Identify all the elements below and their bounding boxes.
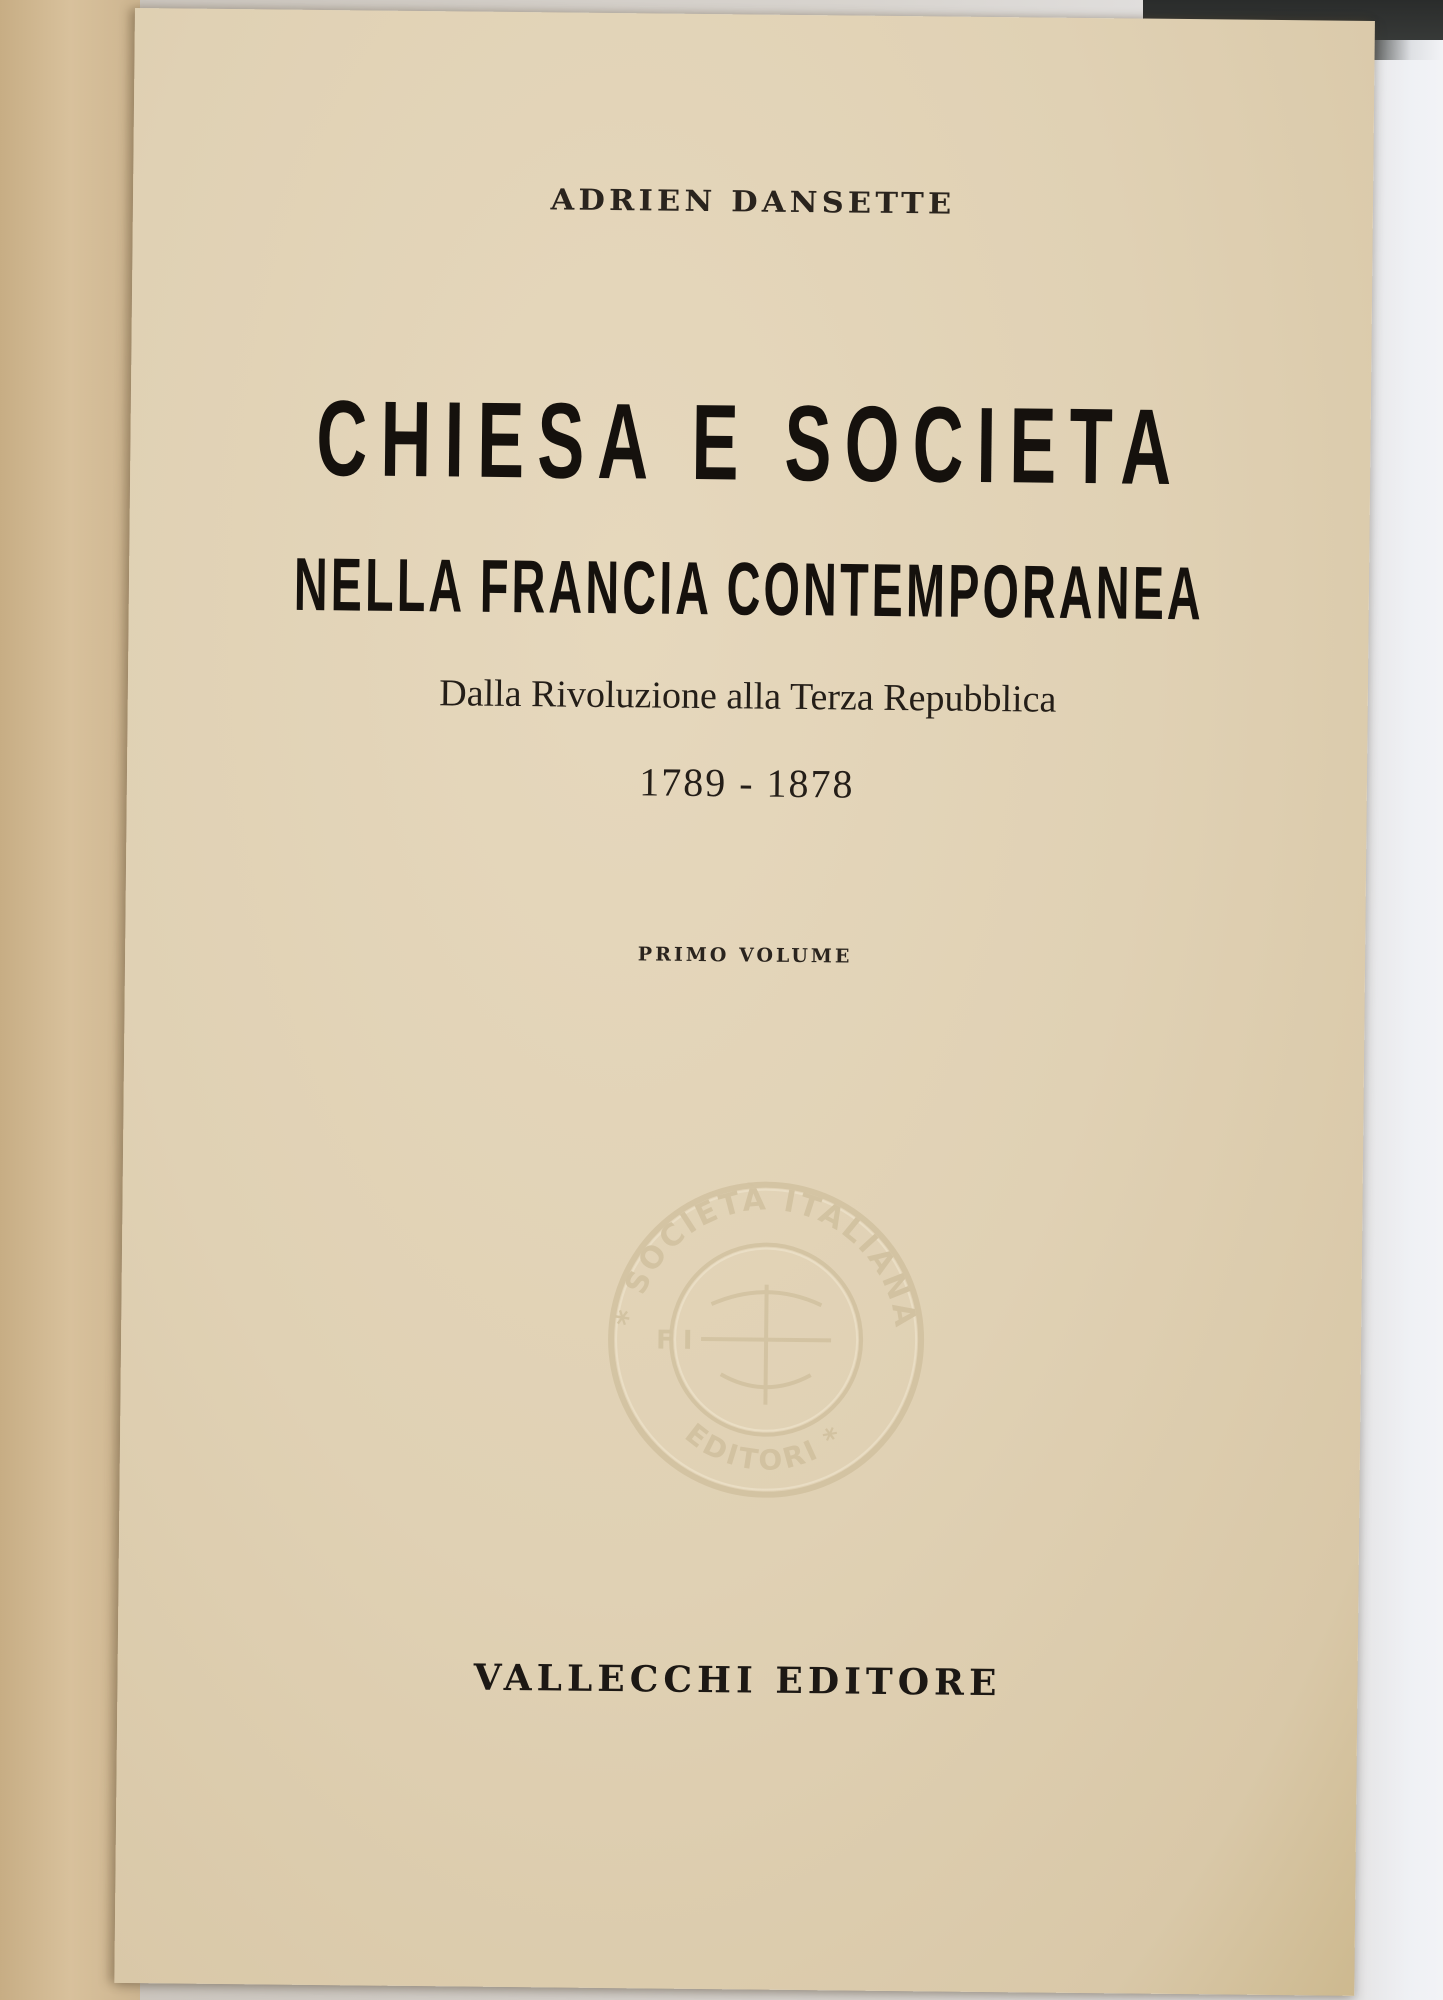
plastic-sheet <box>1363 40 1443 2000</box>
embossed-stamp <box>599 1173 932 1506</box>
publisher-name: VALLECCHI EDITORE <box>473 1656 1002 1705</box>
years: 1789 - 1878 <box>639 759 855 807</box>
title-line-1: CHIESA E SOCIETA <box>315 378 1186 508</box>
stamp-text-bottom: EDITORI * <box>678 1416 852 1478</box>
svg-text:EDITORI * <box>679 1417 852 1479</box>
subtitle: Dalla Rivoluzione alla Terza Repubblica <box>439 672 1057 721</box>
title-page <box>114 8 1375 1996</box>
stamp-graphic <box>599 1173 932 1506</box>
stamp-text-top: * SOCIETÀ ITALIANA <box>609 1182 924 1332</box>
author-name: ADRIEN DANSETTE <box>550 182 956 221</box>
stamp-text-side: F I <box>655 1325 693 1356</box>
volume-label: PRIMO VOLUME <box>637 943 853 968</box>
title-line-2: NELLA FRANCIA CONTEMPORANEA <box>293 542 1205 636</box>
